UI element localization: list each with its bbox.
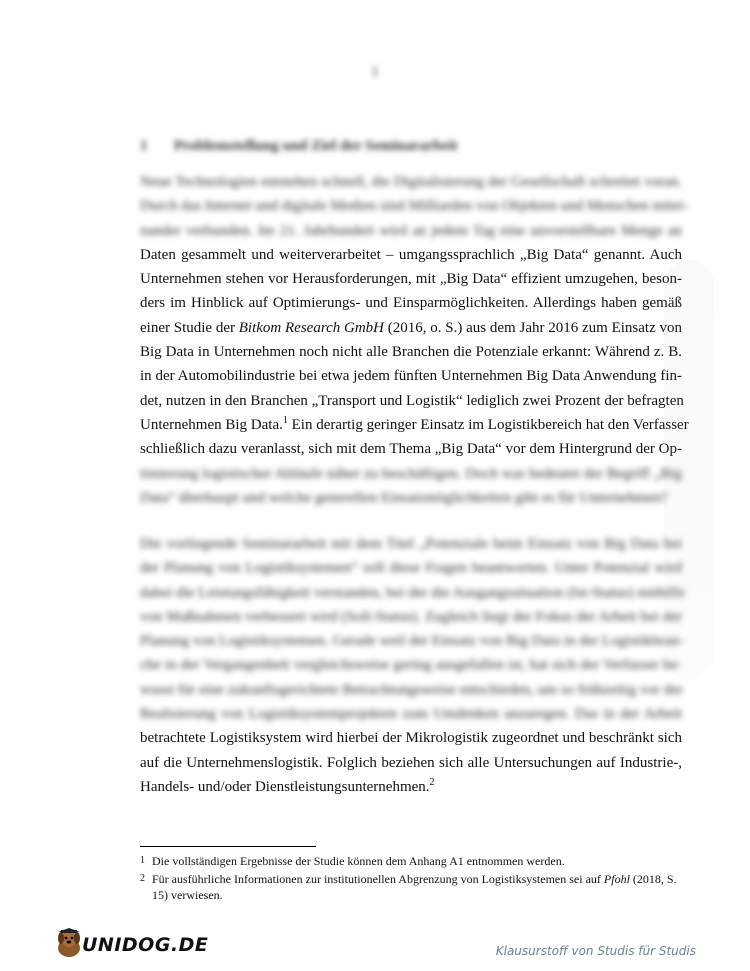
text-line: von Maßnahmen verbessert wird (Soll-Status). Zugleich liegt der Fokus der Arbeit bei der — [140, 608, 682, 625]
text-line: in der Automobilindustrie bei etwa jedem fünften Unternehmen Big Data Anwendung fin- — [140, 368, 682, 385]
footnote — [140, 871, 680, 903]
text-line: dabei die Leistungsfähigkeit verstanden, bei der die Ausgangssituation (Ist-Status) mithilfe — [140, 584, 685, 601]
footnote-segment: (2018, S. 15) verwiesen. — [152, 872, 677, 902]
footnote-mark: 2 — [140, 873, 145, 884]
line-segment: Unternehmen Big Data. — [140, 416, 283, 433]
text-line: Durch das Internet und digitale Medien sind Milliarden von Objekten und Menschen mitei- — [140, 198, 689, 215]
text-line: der Planung von Logistiksystemen“ soll diese Fragen beantworten. Unter Potenzial wird — [140, 560, 682, 577]
text-line: Neue Technologien entstehen schnell, die Digitalisierung der Gesellschaft schreitet voran. — [140, 174, 682, 190]
section-title: Problemstellung und Ziel der Seminararbeit — [174, 138, 458, 154]
footnote-text — [152, 853, 677, 869]
text-line: auf die Unternehmenslogistik. Folglich beziehen sich alle Untersuchungen auf Industrie-, — [140, 754, 682, 771]
footnote-separator — [140, 846, 316, 847]
unidog-logo[interactable] — [52, 928, 209, 960]
text-line — [140, 316, 682, 340]
page-number: 1 — [371, 64, 379, 80]
text-line — [140, 413, 689, 437]
text-line: Data“ überhaupt und welche generellen Einsatzmöglichkeiten gibt es für Unternehmen? — [140, 489, 668, 506]
text-line — [140, 775, 682, 799]
footnote-marker: 2 — [429, 776, 435, 788]
footnote — [140, 853, 680, 870]
italic-reference: Bitkom Research GmbH — [238, 319, 385, 336]
line-segment: einer Studie der — [140, 319, 239, 336]
footnote-text — [152, 871, 677, 903]
section-number: 1 — [140, 138, 148, 154]
footnote-segment: Für ausführliche Informationen zur institutionellen Abgrenzung von Logistiksystemen sei auf — [152, 872, 604, 886]
footnote-mark: 1 — [140, 855, 145, 866]
line-segment: Ein derartig geringer Einsatz im Logistikbereich hat den Verfasser — [287, 416, 689, 433]
text-line: nander verbunden. Im 21. Jahrhundert wird an jedem Tag eine unvorstellbare Menge an — [140, 222, 682, 239]
text-line: det, nutzen in den Branchen „Transport und Logistik“ lediglich zwei Prozent der befragten — [140, 392, 684, 409]
text-line: Die vorliegende Seminararbeit mit dem Titel „Potenziale beim Einsatz von Big Data bei — [140, 536, 682, 552]
text-line: Unternehmen stehen vor Herausforderungen, mit „Big Data“ effizient umzugehen, beson- — [140, 271, 682, 288]
text-line: schließlich dazu veranlasst, sich mit dem Thema „Big Data“ vor dem Hintergrund der Op- — [140, 441, 682, 458]
paragraph-2 — [140, 532, 685, 799]
watermark — [664, 260, 714, 680]
text-line: Daten gesammelt und weiterverarbeitet – umgangssprachlich „Big Data“ genannt. Auch — [140, 246, 682, 263]
paragraph-1 — [140, 170, 689, 510]
text-line: wusst für eine zukunftsgerichtete Betrachtungsweise entschieden, um so frühzeitig vor der — [140, 681, 683, 698]
italic-reference: Pfohl — [603, 872, 630, 886]
footnote-marker: 1 — [282, 414, 288, 426]
slogan: Klausurstoff von Studis für Studis — [495, 944, 696, 958]
footnote-segment: Die vollständigen Ergebnisse der Studie können dem Anhang A1 entnommen werden. — [152, 854, 565, 868]
text-line: che in der Vergangenheit vergleichsweise gering ausgefallen ist, hat sich der Verfasser be- — [140, 657, 682, 674]
text-line: timierung logistischer Abläufe näher zu beschäftigen. Doch was bedeutet der Begriff „Big — [140, 465, 682, 482]
text-line: Realisierung von Logistiksystemprojekten zum Umdenken anzuregen. Das in der Arbeit — [140, 706, 682, 723]
text-line: ders im Hinblick auf Optimierungs- und Einsparmöglichkeiten. Allerdings haben gemäß — [140, 295, 682, 312]
text-line: betrachtete Logistiksystem wird hierbei der Mikrologistik zugeordnet und beschränkt sich — [140, 730, 682, 747]
text-line: Planung von Logistiksystemen. Gerade weil der Einsatz von Big Data in der Logistikbran- — [140, 633, 684, 650]
dog-mascot-icon — [52, 928, 86, 960]
line-segment: Handels- und/oder Dienstleistungsunternehmen. — [140, 778, 430, 795]
section-heading — [140, 138, 458, 155]
logo-text: UNIDOG.DE — [82, 934, 209, 956]
text-line: Big Data in Unternehmen noch nicht alle Branchen die Potenziale erkannt: Während z. B. — [140, 344, 682, 361]
line-segment: (2016, o. S.) aus dem Jahr 2016 zum Einsatz von — [384, 319, 682, 336]
